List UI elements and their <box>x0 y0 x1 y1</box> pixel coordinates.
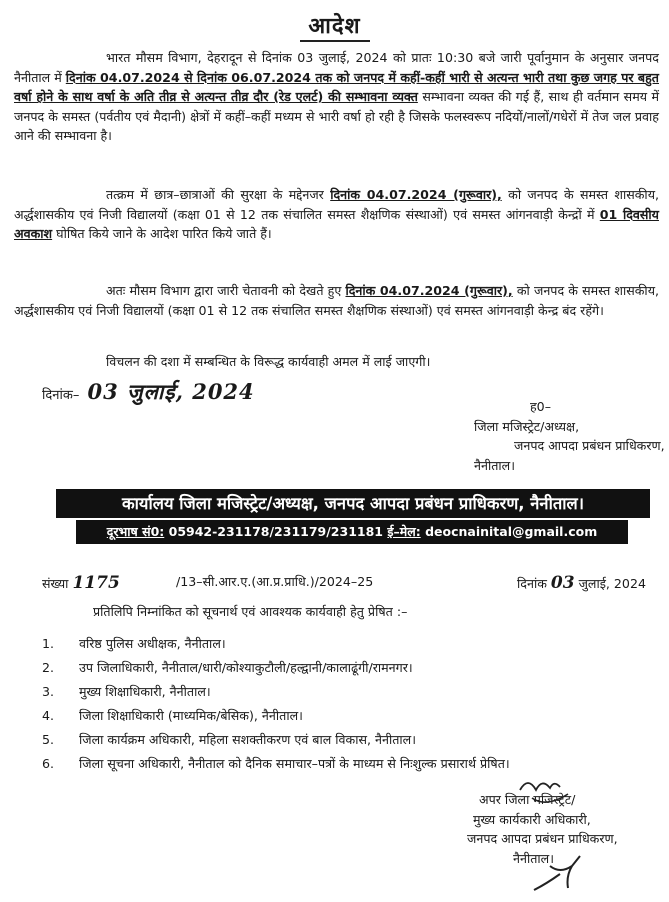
contact-bar <box>76 520 628 544</box>
office-header: कार्यालय जिला मजिस्ट्रेट/अध्यक्ष, जनपद आपदा प्रबंधन प्राधिकरण, नैनीताल। <box>56 489 650 518</box>
signature-line-1: जिला मजिस्ट्रेट/अध्यक्ष, <box>474 418 580 434</box>
dispatch-number-hand: 1175 <box>72 573 120 593</box>
handwritten-signature-icon <box>500 770 620 895</box>
dispatch-date <box>517 573 646 593</box>
email-address: deocnainital@gmail.com <box>425 524 598 539</box>
order-date-handwritten: 03 जुलाई, 2024 <box>87 379 255 404</box>
email-label: ई–मेल: <box>387 524 421 539</box>
dispatch-date-label: दिनांक <box>517 576 547 591</box>
phone-number: 05942-231178/231179/231181 <box>168 524 383 539</box>
para3-tail: को जनपद के समस्त शासकीय, अर्द्धशासकीय एवं निजी विद्यालयों (कक्षा 01 से 12 तक संचालित समस्त शैक्षणिक संस्थाओं) एवं समस्त आंगनवाड़ी केन्द्र बंद रहेंगे। <box>14 283 659 318</box>
copy-intro: प्रतिलिपि निम्नांकित को सूचनार्थ एवं आवश्यक कार्यवाही हेतु प्रेषित :– <box>93 604 408 619</box>
title-underline <box>300 40 370 42</box>
para1-lead: भारत मौसम विभाग, देहरादून से दिनांक 03 जुलाई, 2024 को प्रातः 10:30 बजे जारी पूर्वानुमान के अनुसार जनपद नैनीताल में <box>14 50 659 85</box>
list-item: 1. वरिष्ठ पुलिस अधीक्षक, नैनीताल। <box>42 636 226 651</box>
dispatch-date-rest: जुलाई, 2024 <box>578 576 646 591</box>
para2-lead: तत्क्रम में छात्र–छात्राओं की सुरक्षा के मद्देनजर <box>106 187 324 202</box>
copy-list <box>42 632 662 776</box>
para2-tail: घोषित किये जाने के आदेश पारित किये जाते हैं। <box>56 226 272 241</box>
list-item: 3. मुख्य शिक्षाधिकारी, नैनीताल। <box>42 684 211 699</box>
adm-line-4: नैनीताल। <box>513 850 554 866</box>
order-paragraph-3 <box>14 281 659 320</box>
dispatch-reference: /13–सी.आर.ए.(आ.प्र.प्राधि.)/2024–25 <box>176 574 374 589</box>
para3-lead: अतः मौसम विभाग द्वारा जारी चेतावनी को देखते हुए <box>106 283 342 298</box>
list-item: 4. जिला शिक्षाधिकारी (माध्यमिक/बेसिक), नैनीताल। <box>42 708 303 723</box>
para1-highlight: दिनांक 04.07.2024 से दिनांक 06.07.2024 तक को जनपद में कहीं-कहीं भारी से अत्यन्त भारी तथा कुछ जगह पर बहुत वर्षा होने के साथ वर्षा के अति तीव्र से अत्यन्त तीव्र दौर (रेड एलर्ट) की सम्भावना व्यक्त <box>14 69 659 104</box>
order-date-label: दिनांक– <box>42 388 80 403</box>
adm-line-2: मुख्य कार्यकारी अधिकारी, <box>473 811 591 827</box>
adm-line-1: अपर जिला मजिस्ट्रेट/ <box>479 792 576 807</box>
order-date <box>42 378 255 406</box>
order-paragraph-2 <box>14 185 659 244</box>
list-item: 6. जिला सूचना अधिकारी, नैनीताल को दैनिक समाचार–पत्रों के माध्यम से निःशुल्क प्रसारार्थ प्रेषित। <box>42 756 510 771</box>
para1-tail: सम्भावना व्यक्त की गई हैं, साथ ही वर्तमान समय में जनपद के समस्त (पर्वतीय एवं मैदानी) क्षेत्रों में कहीं–कहीं मध्यम से भारी वर्षा हो रही है जिसके फलस्वरूप नदियों/नालों/गधेरों में तेज जल प्रवाह आने की सम्भावना है। <box>14 89 660 143</box>
dispatch-number <box>42 573 120 593</box>
signature-line-3: नैनीताल। <box>474 457 515 473</box>
para4-text: विचलन की दशा में सम्बन्धित के विरूद्ध कार्यवाही अमल में लाई जाएगी। <box>106 354 431 369</box>
order-title: आदेश <box>308 14 361 39</box>
dispatch-date-hand: 03 <box>550 573 575 593</box>
list-item: 2. उप जिलाधिकारी, नैनीताल/धारी/कोश्याकुटौली/हल्द्वानी/कालाढूंगी/रामनगर। <box>42 660 413 675</box>
para2-holiday: 01 दिवसीय अवकाश <box>14 206 659 241</box>
para2-date: दिनांक 04.07.2024 (गुरूवार), <box>330 187 502 202</box>
magistrate-signature <box>474 397 665 475</box>
phone-label: दूरभाष सं0: <box>106 524 165 539</box>
order-paragraph-1 <box>14 48 659 146</box>
dispatch-number-label: संख्या <box>42 576 69 591</box>
para2-mid: को जनपद के समस्त शासकीय, अर्द्धशासकीय एवं निजी विद्यालयों (कक्षा 01 से 12 तक संचालित समस्त शैक्षणिक संस्थाओं) एवं समस्त आंगनवाड़ी केन्द्रों में <box>14 187 660 222</box>
adm-line-3: जनपद आपदा प्रबंधन प्राधिकरण, <box>467 831 618 846</box>
para3-date: दिनांक 04.07.2024 (गुरूवार), <box>345 283 513 298</box>
list-item: 5. जिला कार्यक्रम अधिकारी, महिला सशक्तीकरण एवं बाल विकास, नैनीताल। <box>42 732 416 747</box>
signature-mark: ह0– <box>530 399 551 414</box>
signature-line-2: जनपद आपदा प्रबंधन प्राधिकरण, <box>514 438 665 453</box>
order-paragraph-4 <box>14 352 659 372</box>
